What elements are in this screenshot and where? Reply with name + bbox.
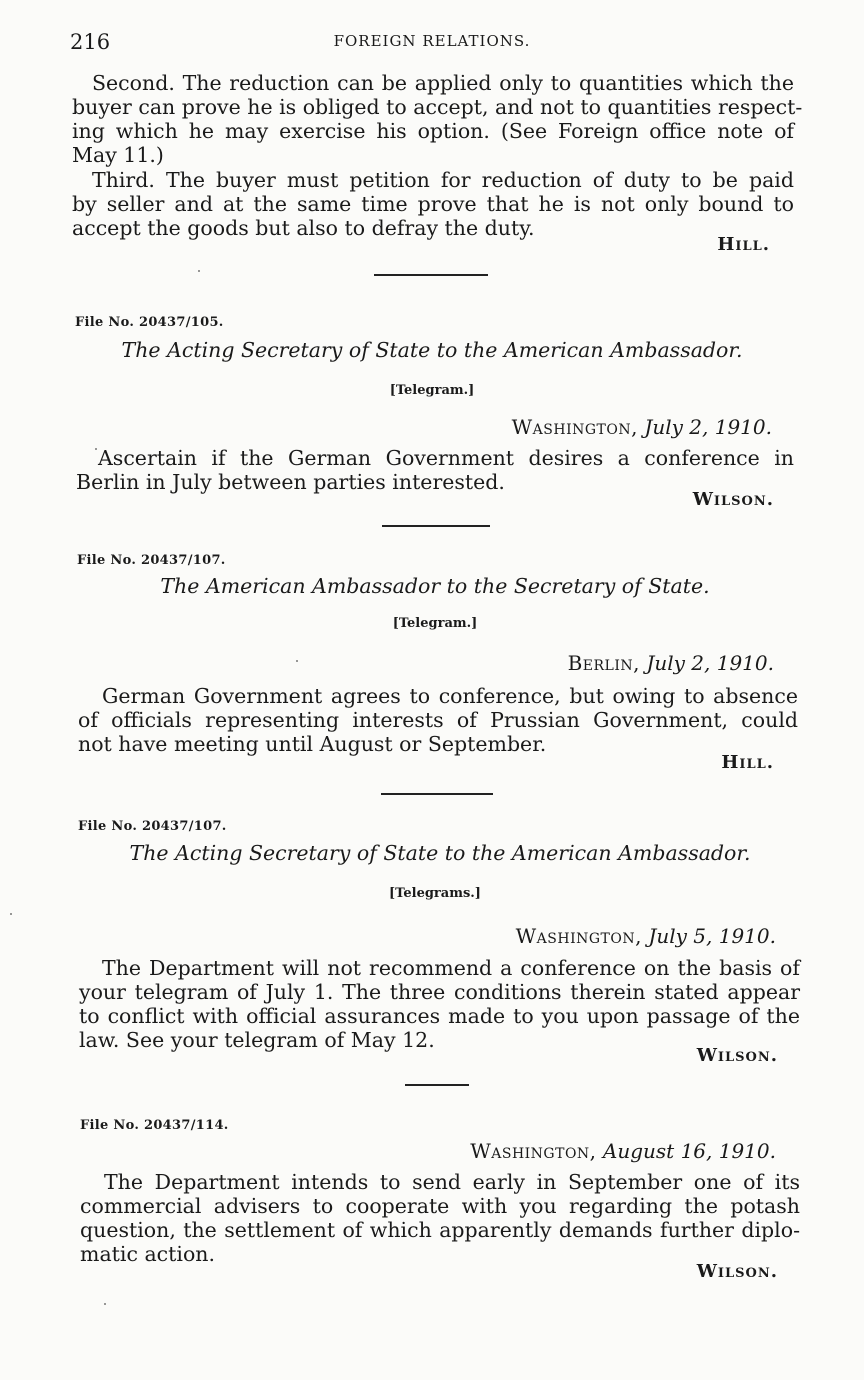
telegram-note: [Telegrams.] (389, 886, 481, 901)
signature: Hill. (717, 234, 770, 255)
document-heading: The American Ambassador to the Secretary of State. (160, 574, 710, 598)
file-number: File No. 20437/107. (77, 553, 226, 568)
body-line: The Department intends to send early in September one of its (104, 1170, 800, 1194)
document-heading: The Acting Secretary of State to the American Ambassador. (121, 338, 743, 362)
file-number: File No. 20437/114. (80, 1118, 229, 1133)
file-number: File No. 20437/107. (78, 819, 227, 834)
signature: Hill. (721, 752, 774, 773)
scan-speck (10, 913, 12, 915)
body-line: by seller and at the same time prove that he is not only bound to (72, 192, 794, 216)
body-line: of officials representing interests of Prussian Government, could (78, 708, 798, 732)
dateline-date: July 5, 1910. (648, 924, 776, 948)
scan-speck (198, 270, 200, 272)
dateline-place: Washington, (511, 415, 638, 439)
signature: Wilson. (696, 1261, 778, 1282)
telegram-note: [Telegram.] (389, 383, 475, 398)
section-divider (405, 1084, 469, 1086)
scan-speck (95, 448, 97, 450)
body-line: not have meeting until August or September. (78, 732, 547, 756)
section-divider (381, 793, 493, 795)
scan-speck (296, 660, 298, 662)
scan-speck (104, 1303, 106, 1305)
body-line: Berlin in July between parties interested. (76, 470, 505, 494)
document-heading: The Acting Secretary of State to the American Ambassador. (129, 841, 751, 865)
dateline-place: Berlin, (567, 651, 640, 675)
dateline-date: August 16, 1910. (602, 1139, 776, 1163)
body-line: Ascertain if the German Government desires a conference in (98, 446, 794, 470)
page-number: 216 (70, 30, 111, 54)
dateline-date: July 2, 1910. (646, 651, 774, 675)
section-divider (382, 525, 490, 527)
section-divider (374, 274, 488, 276)
body-line: Third. The buyer must petition for reduction of duty to be paid (92, 168, 794, 192)
dateline (470, 1139, 776, 1163)
body-line: to conflict with official assurances made to you upon passage of the (79, 1004, 800, 1028)
body-line: buyer can prove he is obliged to accept, and not to quantities respect- (72, 95, 803, 119)
body-line: The Department will not recommend a conference on the basis of (102, 956, 800, 980)
body-line: German Government agrees to conference, but owing to absence (102, 684, 798, 708)
file-number: File No. 20437/105. (75, 315, 224, 330)
body-line: ing which he may exercise his option. (See Foreign office note of (72, 119, 794, 143)
body-line: question, the settlement of which apparently demands further diplo- (80, 1218, 800, 1242)
body-line: commercial advisers to cooperate with you regarding the potash (80, 1194, 800, 1218)
signature: Wilson. (696, 1045, 778, 1066)
body-line: May 11.) (72, 143, 164, 167)
telegram-note: [Telegram.] (392, 616, 478, 631)
signature: Wilson. (692, 489, 774, 510)
body-line: your telegram of July 1. The three conditions therein stated appear (79, 980, 800, 1004)
dateline-place: Washington, (515, 924, 642, 948)
dateline (512, 415, 772, 439)
body-line: Second. The reduction can be applied only to quantities which the (92, 71, 794, 95)
dateline-date: July 2, 1910. (644, 415, 772, 439)
dateline (516, 924, 776, 948)
dateline (568, 651, 774, 675)
body-line: law. See your telegram of May 12. (79, 1028, 435, 1052)
body-line: accept the goods but also to defray the duty. (72, 216, 535, 240)
running-title: FOREIGN RELATIONS. (333, 32, 531, 50)
dateline-place: Washington, (470, 1139, 597, 1163)
body-line: matic action. (80, 1242, 216, 1266)
